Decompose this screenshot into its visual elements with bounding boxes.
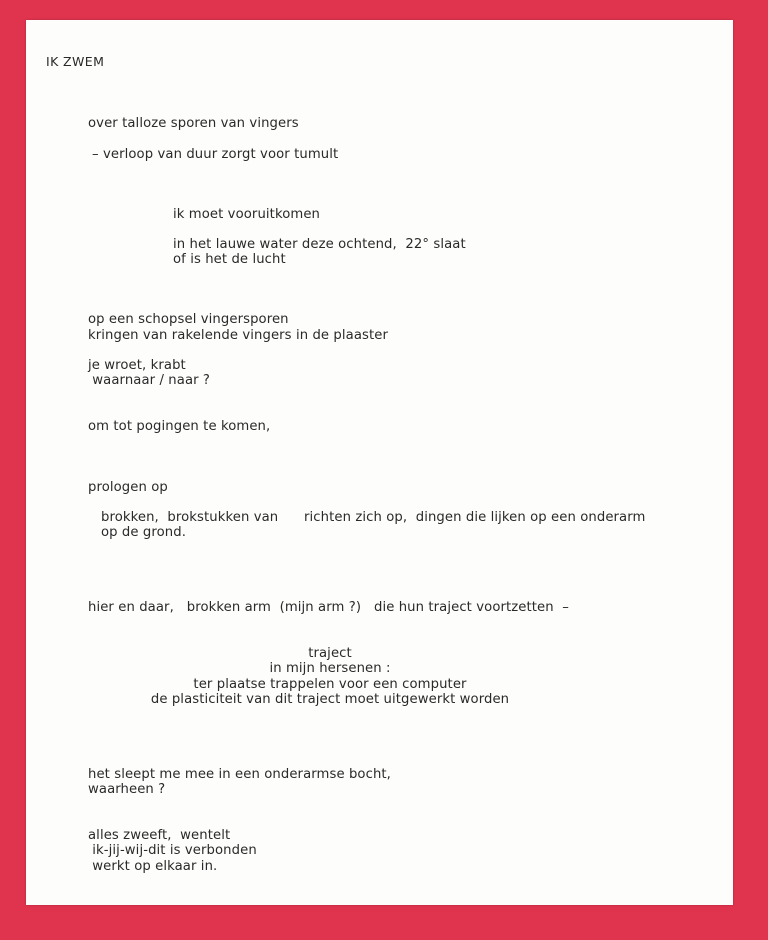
poem-line: – verloop van duur zorgt voor tumult [92,147,339,162]
poem-line: werkt op elkaar in. [88,859,218,874]
poem-line: traject [308,646,352,661]
poem-line: brokken, brokstukken van richten zich op, dingen die lijken op een onderarm [101,510,646,525]
poem-line: prologen op [88,480,168,495]
poem-line: ik moet vooruitkomen [173,207,320,222]
poem-line: het sleept me mee in een onderarmse bocht, [88,767,391,782]
poem-line: om tot pogingen te komen, [88,419,271,434]
poem-line: alles zweeft, wentelt [88,828,231,843]
paper-sheet [26,20,733,905]
poem-line: in het lauwe water deze ochtend, 22° slaat [173,237,466,252]
poem-line: of is het de lucht [173,252,286,267]
poem-line: de plasticiteit van dit traject moet uitgewerkt worden [150,692,510,707]
poem-line: ter plaatse trappelen voor een computer [193,677,467,692]
poem-title: IK ZWEM [46,54,105,69]
poem-line: op een schopsel vingersporen [88,312,289,327]
poem-line: in mijn hersenen : [269,661,391,676]
poem-line: waarnaar / naar ? [88,373,211,388]
poem-line: hier en daar, brokken arm (mijn arm ?) die hun traject voortzetten – [88,600,570,615]
poem-line: op de grond. [101,525,186,540]
poem-line: over talloze sporen van vingers [88,116,299,131]
poem-line: je wroet, krabt [88,358,186,373]
poem-line: ik-jij-wij-dit is verbonden [88,843,257,858]
poem-line: kringen van rakelende vingers in de plaaster [88,328,389,343]
poem-line: waarheen ? [88,782,166,797]
